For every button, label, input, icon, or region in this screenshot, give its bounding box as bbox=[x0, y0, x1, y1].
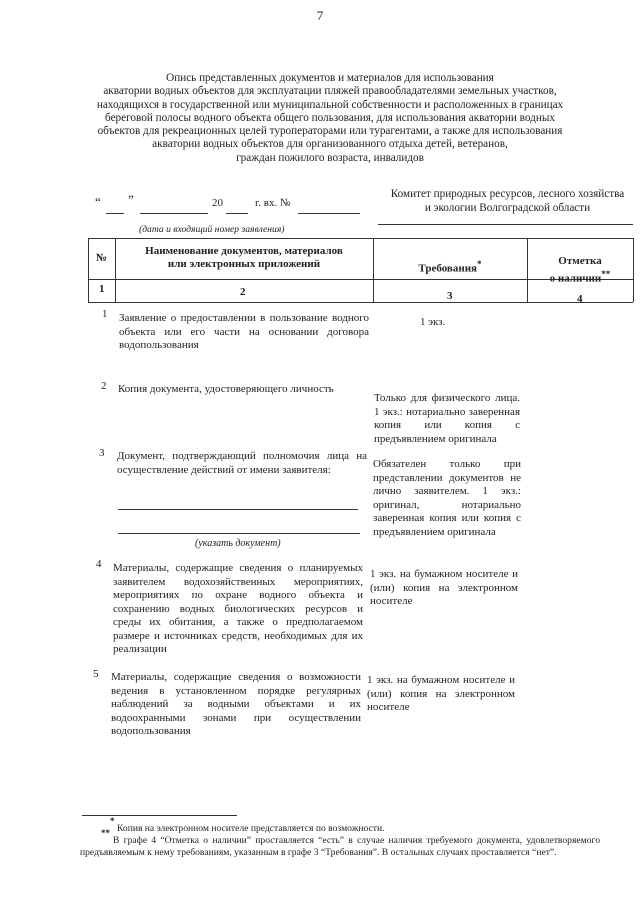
header-requirements-label: Требования bbox=[418, 262, 477, 275]
footnote-mark: ** bbox=[101, 828, 110, 838]
row-name: Копия документа, удостоверяющего личность bbox=[118, 383, 334, 395]
col-number: 3 bbox=[447, 290, 453, 302]
committee-underline bbox=[378, 224, 633, 225]
row-requirements: 1 экз. на бумажном носителе и (или) копия на электронном носителе bbox=[367, 674, 515, 713]
number-line bbox=[298, 213, 360, 214]
quote-open: “ bbox=[95, 194, 101, 209]
header-mark-label: о наличии bbox=[549, 272, 602, 285]
header-mark-line: Отметка bbox=[558, 255, 602, 267]
header-no: № bbox=[95, 252, 108, 264]
row-requirements: 1 экз. на бумажном носителе и (или) копия на электронном носителе bbox=[370, 568, 518, 607]
title-line: граждан пожилого возраста, инвалидов bbox=[236, 151, 424, 164]
row-name: Материалы, содержащие сведения о планируемых заявителем водохозяйственных мероприятиях, мероприятиях по охране водного объекта и сохранению водных биологических ресурсов и среды их обитания, а также о предполагаемом размере и источниках средств, необходимых для их реализации bbox=[113, 562, 363, 655]
footnote-separator bbox=[82, 815, 237, 816]
row-name: Материалы, содержащие сведения о возможности ведения в установленном порядке регулярных наблюдений за водными объектами и их водоохранными зонами при осуществлении водопользования bbox=[111, 671, 361, 737]
day-line bbox=[106, 213, 124, 214]
table-left-border bbox=[88, 238, 89, 302]
footnote-text: Копия на электронном носителе представляется по возможности. bbox=[117, 823, 385, 834]
month-line bbox=[140, 213, 208, 214]
document-fill-line bbox=[118, 509, 358, 510]
header-name bbox=[115, 245, 373, 271]
header-mark bbox=[527, 255, 633, 286]
row-number: 1 bbox=[102, 308, 108, 320]
col-number: 4 bbox=[577, 293, 583, 305]
quote-close: ” bbox=[128, 192, 134, 207]
row-name: Заявление о предоставлении в пользование водного объекта или его части на основании договора водопользования bbox=[119, 312, 369, 351]
committee-name bbox=[380, 188, 635, 215]
footnote-ref: * bbox=[477, 259, 482, 269]
table-top-border bbox=[88, 238, 633, 239]
row-requirements: Только для физического лица. 1 экз.: нотариально заверенная копия или копия с предъявлением оригинала bbox=[374, 392, 520, 445]
row-number: 4 bbox=[96, 558, 102, 570]
row-requirements: Обязателен только при представлении документов не лично заявителем. 1 экз.: оригинал, нотариально заверенная копия или копия с предъявлением оригинала bbox=[373, 458, 521, 538]
title-line: акватории водных объектов для эксплуатации пляжей правообладателями земельных участков, bbox=[103, 85, 557, 98]
document-note: (указать документ) bbox=[195, 538, 281, 549]
committee-line: Комитет природных ресурсов, лесного хозяйства bbox=[390, 188, 625, 200]
colnum-bottom-border bbox=[88, 302, 633, 303]
row-requirements: 1 экз. bbox=[420, 316, 446, 328]
row-name: Документ, подтверждающий полномочия лица на осуществление действий от имени заявителя: bbox=[117, 450, 367, 476]
registration-number-label: г. вх. № bbox=[255, 197, 291, 209]
col-number: 2 bbox=[240, 286, 246, 298]
document-fill-line bbox=[118, 533, 360, 534]
col-number: 1 bbox=[99, 283, 105, 295]
header-name-line: Наименование документов, материалов bbox=[145, 245, 343, 257]
title-line: объектов для рекреационных целей туроператорами или турагентами, а также для использования bbox=[97, 125, 563, 138]
year-line bbox=[226, 213, 248, 214]
header-mark-line-2 bbox=[527, 268, 633, 286]
title-line: береговой полосы водного объекта общего пользования, для использования акватории водных bbox=[105, 111, 555, 124]
footnote-ref: ** bbox=[601, 269, 611, 279]
footnote-mark: * bbox=[110, 816, 115, 826]
title-line: Опись представленных документов и материалов для использования bbox=[166, 72, 494, 84]
row-number: 2 bbox=[101, 380, 107, 392]
title-line: находящихся в государственной или муниципальной собственности и расположенных в границах bbox=[96, 98, 564, 111]
header-name-line: или электронных приложений bbox=[167, 258, 321, 270]
date-note: (дата и входящий номер заявления) bbox=[139, 224, 285, 235]
table-right-border bbox=[633, 238, 634, 302]
header-requirements bbox=[373, 258, 527, 276]
document-title bbox=[95, 72, 565, 165]
page-number: 7 bbox=[316, 8, 324, 23]
row-number: 5 bbox=[93, 668, 99, 680]
title-line: акватории водных объектов для организованного отдыха детей, ветеранов, bbox=[152, 138, 508, 151]
footnote-text: В графе 4 “Отметка о наличии” проставляется “есть” в случае наличия требуемого документа, удовлетворяемого предъявляемым к нему требованиям, указанным в графе 3 “Требования”. В остальных случаях проставляется “нет”. bbox=[80, 835, 600, 858]
registration-year: 20 bbox=[212, 197, 223, 209]
row-number: 3 bbox=[99, 447, 105, 459]
committee-line: и экологии Волгоградской области bbox=[424, 201, 591, 214]
